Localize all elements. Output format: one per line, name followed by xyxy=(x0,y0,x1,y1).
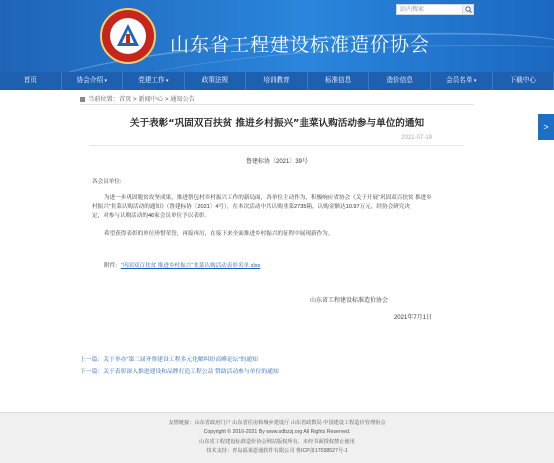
breadcrumb-separator: > xyxy=(131,96,138,103)
document-number: 鲁建标协〔2021〕39号 xyxy=(80,158,474,167)
tech-support: 技术支持：青岛福莱恩通软件有限公司 鲁ICP备17038527号-1 xyxy=(0,447,554,454)
attachment-label: 附件： xyxy=(104,263,121,269)
signature-date: 2021年7月1日 xyxy=(394,314,432,323)
breadcrumb-separator: > xyxy=(163,96,170,103)
location-icon xyxy=(80,97,85,102)
search-icon xyxy=(465,6,472,13)
site-title: 山东省工程建设标准造价协会 xyxy=(170,30,430,57)
attachment xyxy=(104,262,260,271)
site-footer xyxy=(0,412,554,463)
nav-party[interactable]: 党建工作 ▾ xyxy=(123,72,185,90)
nav-cost-info[interactable]: 造价信息 xyxy=(369,72,431,90)
body-paragraph-line: 村振兴”韭菜认购活动的通知》（鲁建标协〔2021〕4号），在本次活动中共认购韭菜2735箱，认购金额达10.97万元。经协会研究决 xyxy=(92,203,410,212)
friend-links-list[interactable]: 山东省政府门户 山东省住房和城乡建设厅 山东省政数局 中国建设工程造价管理协会 xyxy=(194,420,385,426)
copyright: Copyright © 2016-2021 By www.sdbzzj.org All Rights Reserved. xyxy=(0,429,554,435)
search-input[interactable]: 站内搜索 xyxy=(396,4,468,15)
side-expand-tab[interactable]: > xyxy=(538,114,554,140)
nav-home[interactable]: 首页 xyxy=(0,72,62,90)
main-nav xyxy=(0,72,554,90)
friend-links xyxy=(0,419,554,426)
logo-emblem xyxy=(110,18,146,54)
body-paragraph-line: 为进一步巩固脱贫攻坚成果，推进帮包村乡村振兴工作的新局面，各单位主动作为，积极响应省协会《关于开展“巩固双百扶贫 推进乡 xyxy=(104,194,432,203)
breadcrumb-home[interactable]: 首页 xyxy=(119,96,131,103)
signature: 山东省工程建设标准造价协会 xyxy=(310,297,388,306)
body-paragraph-line: 定，对参与认购活动的46家会员单位予以表彰。 xyxy=(92,212,210,221)
next-article[interactable] xyxy=(80,366,279,375)
nav-policy[interactable]: 政策法规 xyxy=(185,72,247,90)
prev-label: 上一篇： xyxy=(80,357,103,363)
association-logo[interactable] xyxy=(100,8,156,64)
nav-downloads[interactable]: 下载中心 xyxy=(493,72,554,90)
salutation: 各会员单位: xyxy=(92,178,122,187)
site-header xyxy=(0,0,554,72)
breadcrumb-news[interactable]: 新闻中心 xyxy=(138,96,163,103)
search-button[interactable] xyxy=(462,4,474,15)
breadcrumb-notices[interactable]: 通知公告 xyxy=(170,96,195,103)
breadcrumb xyxy=(80,94,195,103)
divider xyxy=(80,104,474,105)
article-title: 关于表彰“巩固双百扶贫 推进乡村振兴”韭菜认购活动参与单位的通知 xyxy=(80,115,474,129)
nav-members[interactable]: 会员名单 ▾ xyxy=(431,72,493,90)
nav-training[interactable]: 培训教育 xyxy=(246,72,308,90)
article-date: 2021-07-19 xyxy=(401,135,432,141)
breadcrumb-prefix: 当前位置： xyxy=(88,96,119,103)
next-label: 下一篇： xyxy=(80,369,103,375)
divider xyxy=(90,145,464,146)
body-paragraph: 希望获得表彰的单位珍惜荣誉，再接再厉，在接下来全面推进乡村振兴的征程中展现新作为。 xyxy=(104,230,333,239)
prev-article[interactable] xyxy=(80,354,258,363)
friend-links-label: 友情链接： xyxy=(168,420,194,426)
nav-about[interactable]: 协会介绍 ▾ xyxy=(62,72,124,90)
nav-standards[interactable]: 标准信息 xyxy=(308,72,370,90)
prev-link[interactable]: 关于举办“第二届齐鲁建设工程多元化解纠纷高峰论坛”的通知 xyxy=(103,357,258,363)
article xyxy=(80,106,474,376)
owner-notice: 山东省工程建设标准造价协会网站版权所有，未经书面授权禁止使用 xyxy=(0,438,554,445)
attachment-link[interactable]: “巩固双百扶贫 推进乡村振兴”韭菜认购活动表彰名单.xlsx xyxy=(121,263,261,269)
next-link[interactable]: 关于表彰深入推进建设和品牌打造工程公益 赞助活动参与单位的通知 xyxy=(103,369,279,375)
